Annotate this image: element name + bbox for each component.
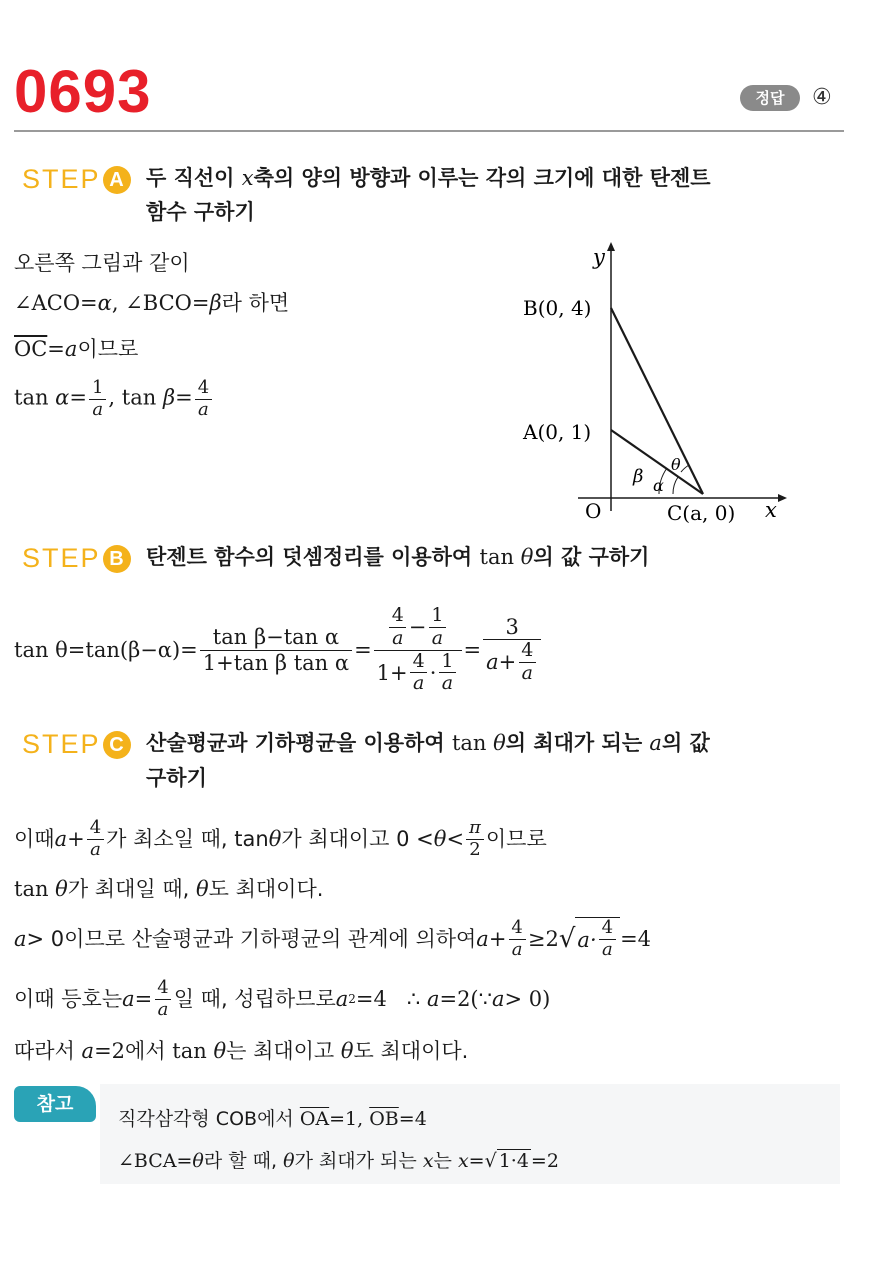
x-axis-arrow xyxy=(778,494,787,502)
angle-theta-label: θ xyxy=(671,455,681,474)
answer-value: ④ xyxy=(812,85,832,110)
step-a-line1: 오른쪽 그림과 같이 xyxy=(14,251,190,275)
step-c-letter: C xyxy=(103,731,131,759)
step-c-label: STEP C xyxy=(22,728,131,760)
point-b-label: B(0, 4) xyxy=(523,296,592,320)
header-divider xyxy=(14,130,844,132)
x-axis-label: x xyxy=(765,498,777,522)
step-a-title: 두 직선이 x축의 양의 방향과 이루는 각의 크기에 대한 탄젠트 xyxy=(146,166,711,190)
step-b-label: STEP B xyxy=(22,542,131,574)
step-a-line2: ∠ACO=α, ∠BCO=β라 하면 xyxy=(14,291,290,315)
step-a-label: STEP A xyxy=(22,163,131,195)
step-b-equation: tan θ=tan(β−α)= $\frac{\text{tan β−tan α}}{\text{1+tan β tan α}}$ = $\frac{4}{a}$ − $\frac{1}{a}$ 1+ $\frac{4}{a}$ · $\frac{1}{a}$ = 3 a+ $\frac{4}{a}$ xyxy=(14,592,543,708)
arc-theta xyxy=(681,465,689,472)
triangle-figure xyxy=(515,236,795,536)
y-axis-arrow xyxy=(607,242,615,251)
angle-alpha-label: α xyxy=(653,476,664,495)
note-tab: 참고 xyxy=(14,1086,96,1122)
problem-number: 0693 xyxy=(14,58,152,125)
step-c-title: 산술평균과 기하평균을 이용하여 tan θ의 최대가 되는 a의 값 xyxy=(146,731,710,755)
step-c-line3: a > 0이므로 산술평균과 기하평균의 관계에 의하여 a+ $\frac{4}{a}$ ≥2 √ a· $\frac{4}{a}$ =4 xyxy=(14,916,652,960)
origin-label: O xyxy=(585,499,602,523)
step-c-title-line2: 구하기 xyxy=(146,766,207,790)
arc-alpha xyxy=(673,477,678,494)
step-a-title-line2: 함수 구하기 xyxy=(146,200,255,224)
point-c-label: C(a, 0) xyxy=(667,501,736,525)
step-c-line2: tan θ가 최대일 때, θ도 최대이다. xyxy=(14,877,324,901)
step-b-title: 탄젠트 함수의 덧셈정리를 이용하여 tan θ의 값 구하기 xyxy=(146,545,650,569)
note-line1: 직각삼각형 COB에서 $\overline{OA}=1$, $\overline{OB}=4$ xyxy=(118,1108,427,1130)
angle-beta-label: β xyxy=(633,466,644,487)
answer-badge: 정답 xyxy=(740,85,800,111)
y-axis-label: y xyxy=(593,245,605,269)
step-a-letter: A xyxy=(103,166,131,194)
point-a-label: A(0, 1) xyxy=(523,420,592,444)
note-line2: ∠BCA=θ라 할 때, θ가 최대가 되는 x는 x=√ 1·4 =2 xyxy=(118,1150,559,1172)
step-c-line4: 이때 등호는 a = $\frac{4}{a}$ 일 때, 성립하므로 a 2 =4 ∴ a =2(∵ a > 0) xyxy=(14,976,551,1020)
step-c-line1: 이때 a+ $\frac{4}{a}$ 가 최소일 때, tan θ 가 최대이고 0 < θ < $\frac{\pi}{2}$ 이므로 xyxy=(14,816,547,860)
step-a-line3: $\overline{OC}=a$이므로 xyxy=(14,337,139,361)
step-a-line4: tan α= $\frac{1}{a}$ , tan β= $\frac{4}{a}$ xyxy=(14,378,214,420)
step-c-line5: 따라서 a=2에서 tan θ는 최대이고 θ도 최대이다. xyxy=(14,1039,469,1063)
step-b-letter: B xyxy=(103,545,131,573)
segment-bc xyxy=(611,308,703,494)
